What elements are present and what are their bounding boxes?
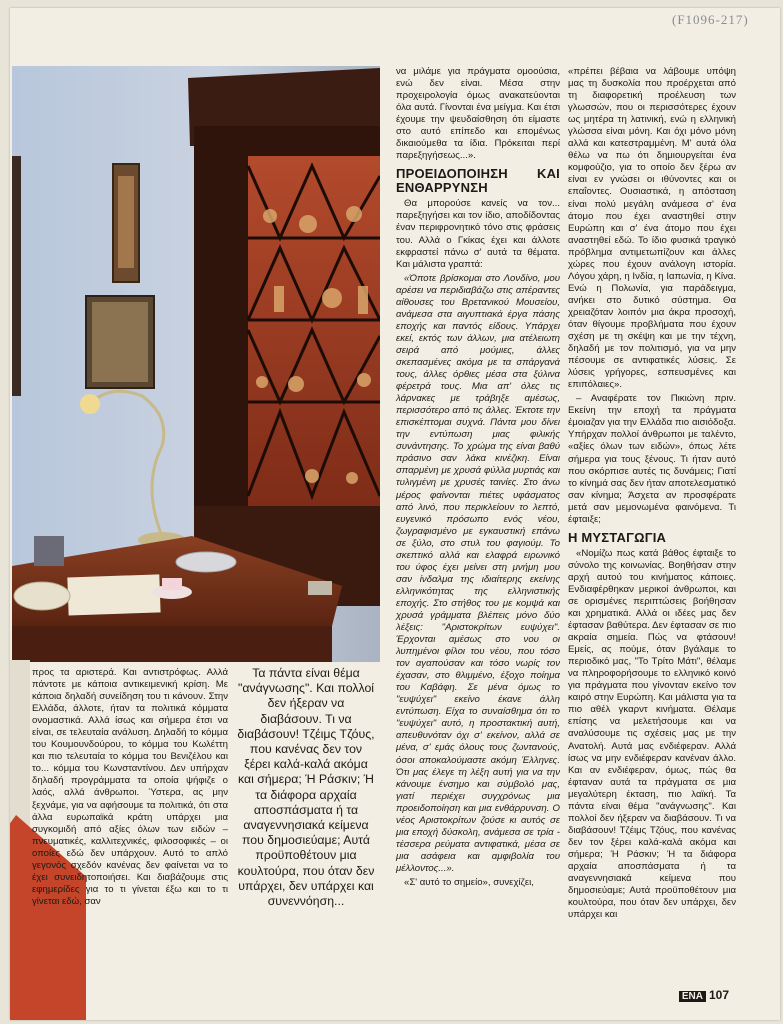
- column-1: [32, 667, 228, 910]
- page-number: 107: [708, 988, 729, 1002]
- section-heading-warning: ΠΡΟΕΙΔΟΠΟΙΗΣΗ ΚΑΙ ΕΝΘΑΡΡΥΝΣΗ: [396, 166, 560, 196]
- column-3: [396, 66, 560, 891]
- interior-photo: [12, 66, 380, 662]
- column-4-paragraph-1: «πρέπει βέβαια να λάβουμε υπόψη μας τη δυσκολία που προέρχεται από τη διαφορετική προέλευση των γλωσσών, που οι περισσότερες έχουν ως μητέρα τη λατινική, ενώ η ελληνική γλώσσα είναι μόνη. Και όχι μόνο μόνη αλλά και κατεστραμμένη. Μ' αυτά όλα θέλω να πω ότι δημιουργείται ένα κομφούζιο, για το οποίο δεν ξέρω αν είναι εν γνώσει οι ιθύνοντες και οι επαΐοντες. Ουσιαστικά, η απόσταση είναι πολύ μεγάλη ανάμεσα σ' ένα άτομο που έχει αναστηθεί στην Ευρώπη και σ' ένα άτομο που έχει αναστηθεί εδώ. Το ίδιο φυσικά τραγικό πρόβλημα αντιμετωπίζουν και άλλες χώρες που έχουν ανάλογη ιστορία. Λόγου χάρη, η Ινδία, η Ιαπωνία, η Κίνα. Ενώ η Πολωνία, για παράδειγμα, ανήκει στο δυτικό σύστημα. Θα χρειαζόταν λοιπόν μια άκρα προσοχή, όταν θίγουμε προβλήματα που έχουν σχέση με τη σκέψη και με την τέχνη, δηλαδή με τον πολιτισμό, για να μην πέσουμε σε αντιφατικές λύσεις. Σε λύσεις γρήγορες, εσπευσμένες και επιπόλαιες».: [568, 66, 736, 391]
- column-1-text: προς τα αριστερά. Και αντιστρόφως. Αλλά πάντοτε με κάποια αντικειμενική κρίση. Με κάποια δηλαδή συνείδηση του τι κάνουν. Στην Ελλάδα, άλλοτε, ήταν τα πολιτικά κόμματα ονομαστικά. Αλλά ίσως και σήμερα έτσι να είναι, σε τελευταία ανάλυση. Δηλαδή το κόμμα του Κουμουνδούρου, το κόμμα του Κωλέττη και πιο τελευταία το κόμμα του Βενιζέλου και το... κόμμα του Κωνσταντίνου. Δεν υπήρχαν δηλαδή προγράμματα τα οποία ψήφιζε ο λαός, αλλά άνθρωποι. Ύστερα, ας μην ξεχνάμε, για να αφήσουμε τα πολιτικά, ότι στα άλλα ευρωπαϊκά κράτη υπάρχει μια συγκομιδή από αξίες όλων των ειδών – πνευματικές, καλλιτεχνικές, φιλοσοφικές – οι οποίες εδώ δεν υπάρχουν. Αυτό το απλό γεγονός σχεδόν κανένας δεν φαίνεται να το έχει συνειδητοποιήσει. Και διαβάζουμε στις εφημερίδες για το τι γίνεται έξω και το τι γίνεται εδώ, σαν: [32, 667, 228, 907]
- column-4-question: – Αναφέρατε τον Πικιώνη πριν. Εκείνη την εποχή τα πράγματα έμοιαζαν για την Ελλάδα πιο αισιόδοξα. Υπήρχαν πολλοί άνθρωποι με ταλέντο, «αξίες όλων των ειδών», όπως λέτε σήμερα για τους ξένους. Τι ήταν αυτό που σκόρπισε αυτές τις δυνάμεις; Γιατί το κίνημά σας δεν ήταν αποτελεσματικό σαν κίνημα; Άσχετα αν προσφέρατε μετά σαν μεμονωμένα φαινόμενα. Τι έφταιξε;: [568, 393, 736, 525]
- section-heading-mystagogy: Η ΜΥΣΤΑΓΩΓΙΑ: [568, 529, 667, 545]
- column-4: [568, 66, 736, 923]
- photo-illustration: [12, 66, 380, 662]
- column-3-quote: «Όποτε βρίσκομαι στο Λονδίνο, μου αρέσει να περιδιαβάζω στις απέραντες αίθουσες του Βρετανικού Μουσείου, ανάμεσα στα αιγυπτιακά έργα πάσης εποχής και παντός είδους. Υπάρχει εκεί, εκτός των άλλων, μια ατέλειωτη σειρά από μούμιες, άλλες σκεπασμένες ακόμα με τα σπάργανά τους, άλλες όρθιες μέσα στα ξύλινα φέρετρά τους. Μια απ' όλες τις λάρνακες με τράβηξε αμέσως, περισσότερο από τις άλλες. Έκτοτε την επισκέπτομαι συχνά. Πάντα μου δίνει την εντύπωση μιας φιλικής συνάντησης. Το χρώμα της είναι βαθύ πράσινο σαν λάκα κινέζικη. Είναι σπαρμένη με χρυσά φύλλα μυρτιάς και τυλιγμένη με χρυσές ταινίες. Στο άνω μέρος φαίνονται πιέτες υφάσματος από λινό, που περικλείουν το λεπτό, ευγενικό πρόσωπο ενός νέου, ζωγραφισμένο με εγκαυστική επάνω σε ξύλο, στο στυλ του φαγιούμ. Το σκεπτικό αλλά και ελαφρά ειρωνικό του ύφος έχει μείνει στη μνήμη μου σαν ίνδαλμα της ιδιαίτερης εκείνης ελληνικότητας της ελληνιστικής εποχής. Στο στήθος του με κομψά και χρυσά γράμματα βλέπεις μόνο δύο λέξεις: "Αριστοκρίτων ευψύχει". Έρχονται αμέσως στο νου οι λυπημένοι φίλοι του νέου, που τόσο τον αγαπούσαν και τόσο νωρίς τον έχασαν, στο θλιμμένο, έξοχο ποίημα του Καβάφη. Σε μένα όμως το "ευψύχει" εκείνο έκανε άλλη εντύπωση. Είχα το συναίσθημα ότι το "ευψύχει" αυτό, η προστακτική αυτή, απευθυνόταν όχι σ' εκείνον, αλλά σε μένα, σ' εμάς όλους τους ζωντανούς, όσοι αποκαλούμαστε ακόμη Έλληνες. Ότι μας έλεγε τη λέξη αυτή για να την κάνουμε ένσημο και σύμβολό μας, γιατί περιέχει συγχρόνως μια προειδοποίηση και μια ενθάρρυνση. Ο νέος Αριστοκρίτων ζούσε κι αυτός σε μια εποχή δύσκολη, ανάμεσα σε τρία - τέσσερα ρεύματα αντιφατικά, μέσα σε μια ασάφεια και αμφιβολία του μέλλοντος...».: [396, 272, 560, 874]
- pull-quote: Τα πάντα είναι θέμα "ανάγνωσης". Και πολλοί δεν ήξεραν να διαβάσουν. Τι να διαβάσουν! Τζέιμς Τζόυς, που κανένας δεν τον ξέρει καλά-καλά ακόμα και σήμερα; Ή Ράσκιν; Ή τα διάφορα αρχαία αποσπάσματα ή τα αναγεννησιακά κείμενα που δημοσιεύαμε; Αυτά προϋποθέτουν μια κουλτούρα, που όταν δεν υπάρχει, δεν υπάρχει και συνεννόηση...: [237, 666, 375, 909]
- magazine-logo: ΕΝΑ: [679, 991, 706, 1002]
- column-3-paragraph-1: να μιλάμε για πράγματα ομοούσια, ενώ δεν είναι. Μέσα στην προχειρολογία όμως ανακατεύονται όλα αυτά. Γίνονται ένα μείγμα. Και έτσι έχουμε την ψευδαίσθηση ότι είμαστε στο αυτό επίπεδο και επομένως δικαιούμεθα τα ίδια. Πρόκειται περί παρεξηγήσεως...».: [396, 66, 560, 162]
- column-3-paragraph-4: «Σ' αυτό το σημείο», συνεχίζει,: [404, 877, 534, 888]
- page-footer: [679, 988, 729, 1002]
- column-3-paragraph-2: Θα μπορούσε κανείς να τον... παρεξηγήσει και τον ίδιο, αποδίδοντας έναν περιφρονητικό τόνο στις φράσεις του. Αλλά ο Γκίκας έχει και άλλοτε εκφραστεί πάνω σ' αυτά τα θέματα. Και μάλιστα γραπτά:: [396, 198, 560, 270]
- archive-reference: (F1096-217): [672, 12, 749, 27]
- column-4-paragraph-3: «Νομίζω πως κατά βάθος έφταιξε το σύνολο της κοινωνίας. Βοηθήσαν στην αρχή αυτού του κινήματος κάποιες. Ενδιαφέρθηκαν μερικοί άνθρωποι, και σε ορισμένες περιπτώσεις βοήθησαν και χρηματικά. Αλλά οι ιδέες μας δεν έφτασαν βαθύτερα. Δεν έφτασαν σε πιο ακραία σημεία. Πώς να φτάσουν! Εμείς, ας πούμε, όταν βγάλαμε το περιοδικό μας, "Το Τρίτο Μάτι", θέλαμε να πληροφορήσουμε το ελληνικό κοινό για πράγματα που γίνονταν εκείνο τον καιρό στην Ευρώπη. Και μάλιστα για τα πιο αθέλ γκαρντ κινήματα. Θέλαμε επίσης να μελετήσουμε και να αναλύσουμε τις σχέσεις μας με την Ανατολή. Αυτά μας ενδιέφεραν. Αλλά ίσως να μην ενδιέφεραν κανέναν άλλο. Και αν ενδιέφεραν, όμως, πώς θα έφταναν αυτά τα πράγματα σε μια μεγαλύτερη έκταση, πιο λαϊκή. Τα πάντα είναι θέμα "ανάγνωσης". Και πολλοί δεν ήξεραν να διαβάσουν. Τι να διαβάσουν! Τζέιμς Τζόυς, που κανένας δεν τον ξέρει καλά-καλά ακόμα και σήμερα; Ή Ράσκιν; Ή τα διάφορα αρχαία αποσπάσματα ή τα αναγεννησιακά κείμενα που δημοσιεύαμε; Αυτά προϋποθέτουν μια κουλτούρα, που όταν δεν υπάρχει, δεν υπάρχει και: [568, 547, 736, 921]
